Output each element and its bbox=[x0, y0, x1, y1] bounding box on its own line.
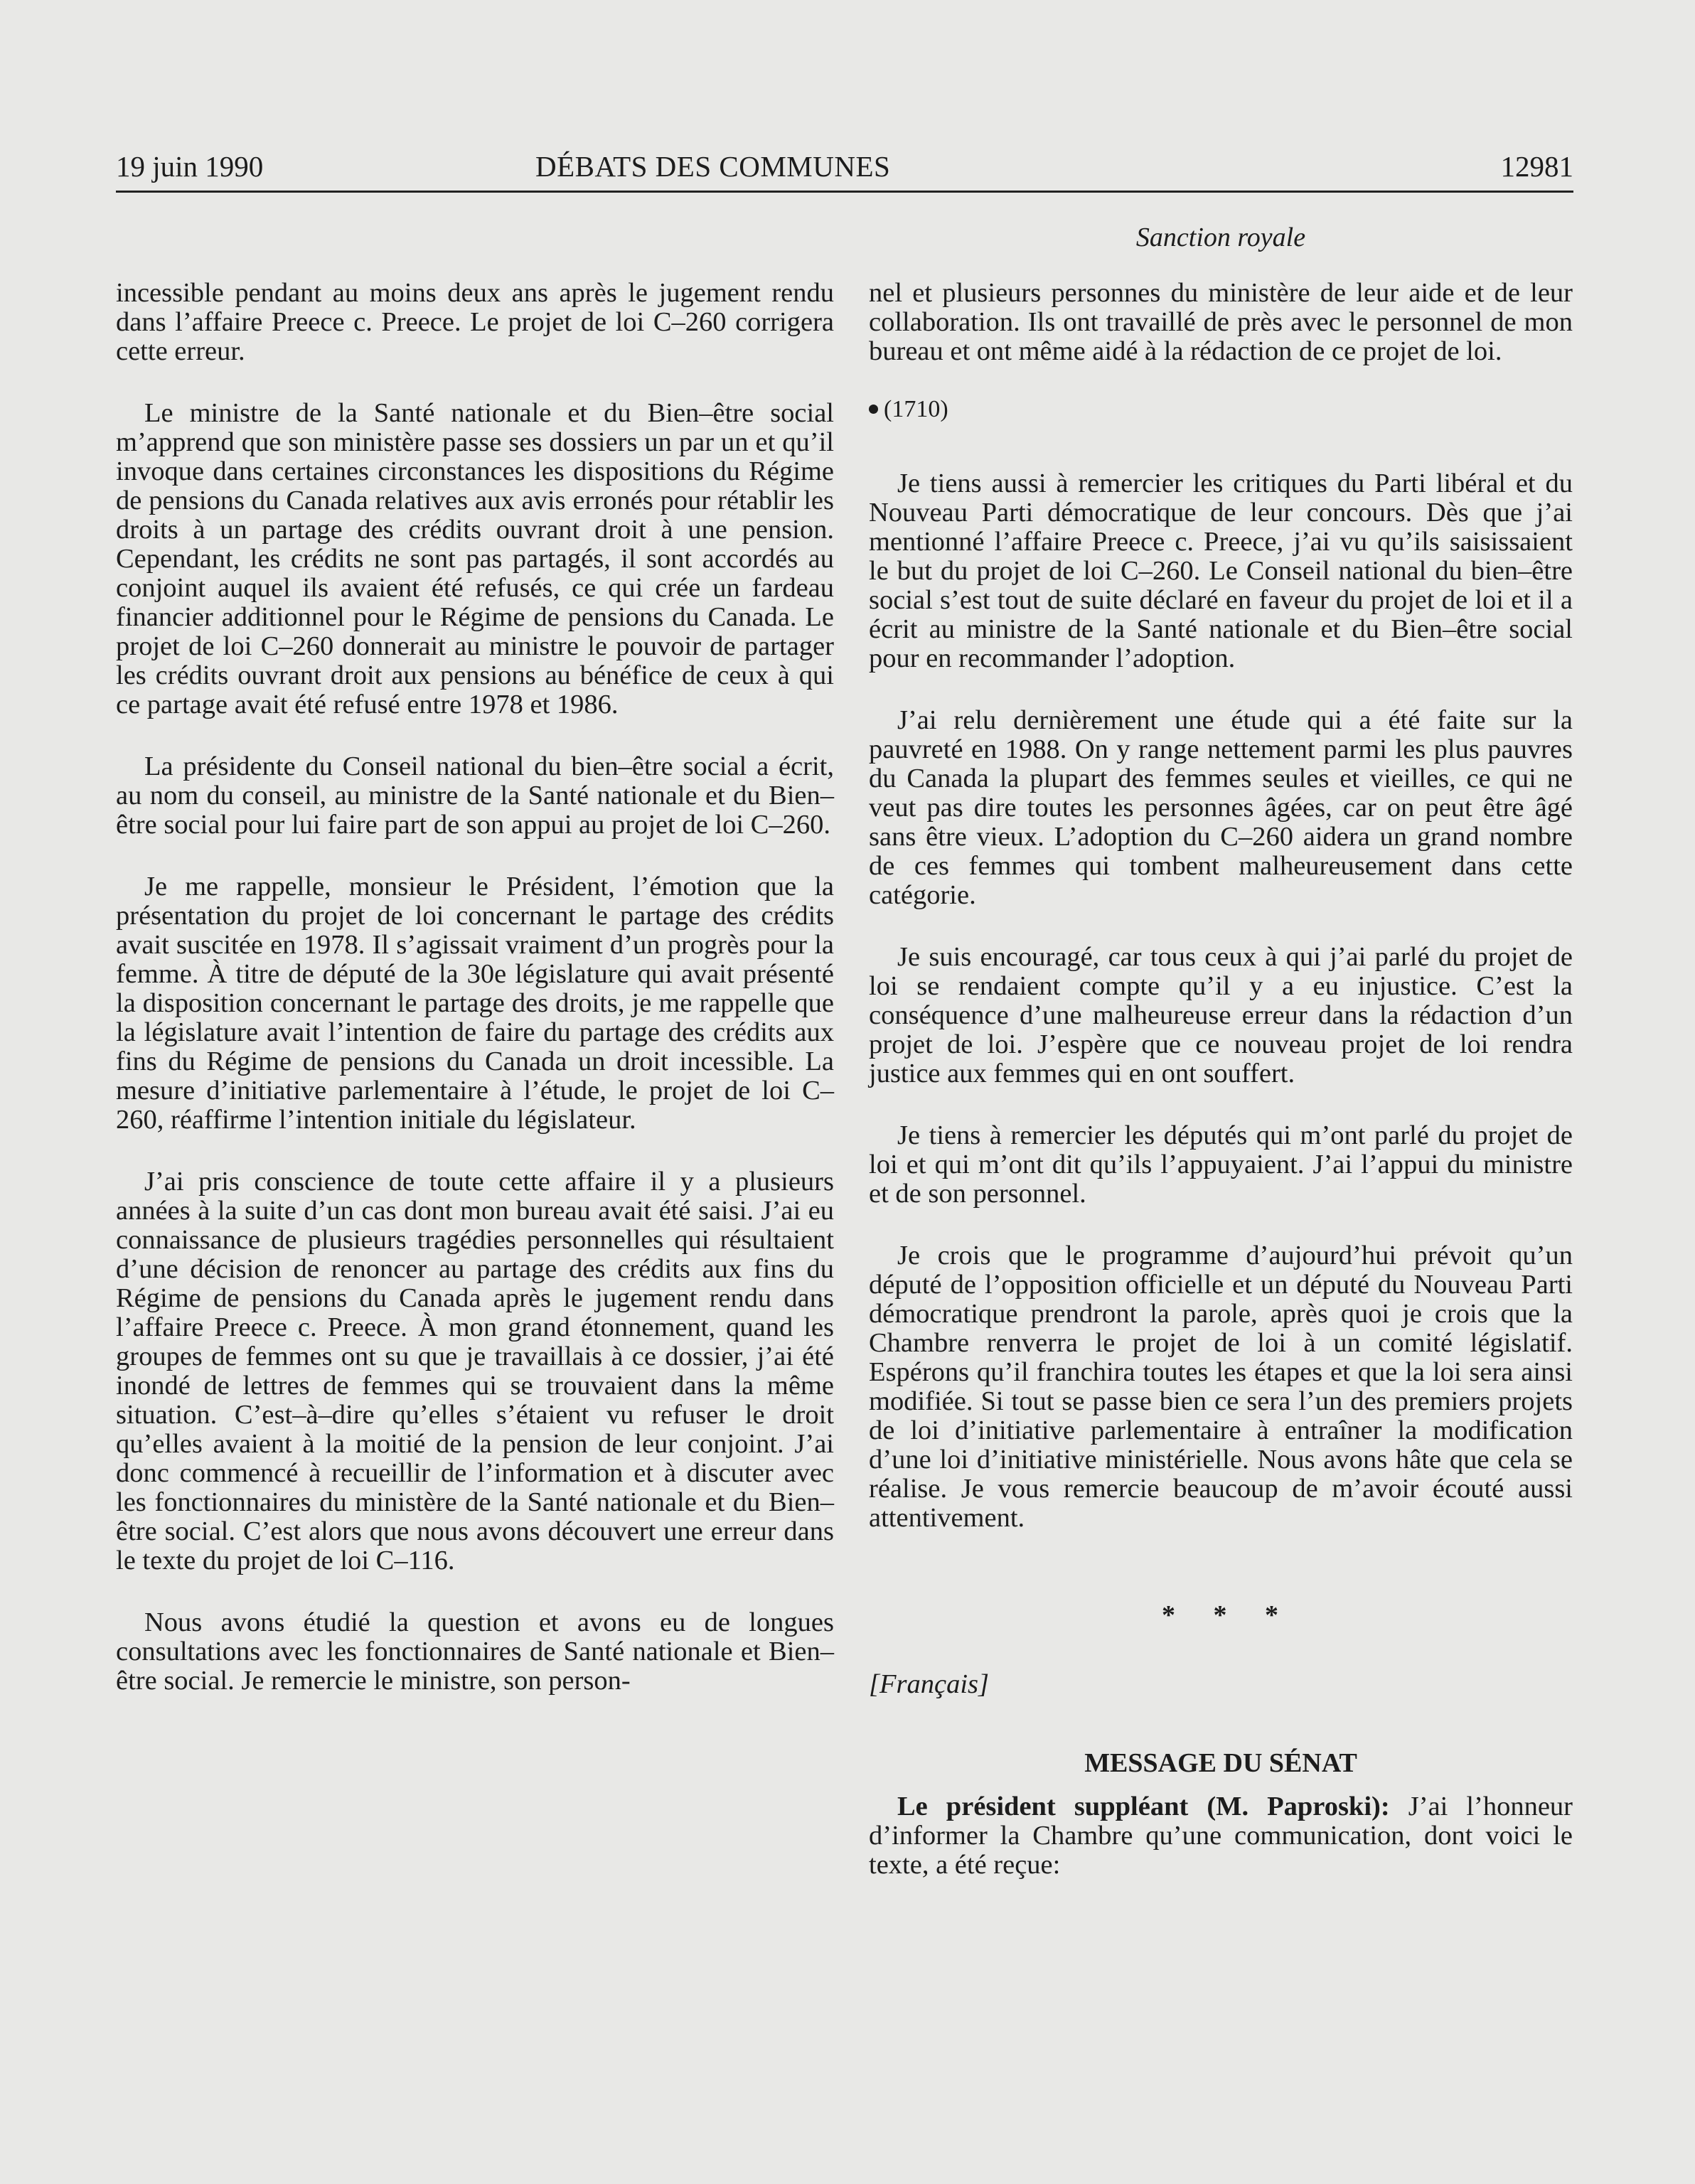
paragraph: Je tiens à remercier les députés qui m’ont parlé du projet de loi et qui m’ont dit qu’ils l’appuyaient. J’ai l’appui du ministre et de son personnel. bbox=[869, 1120, 1573, 1209]
subheading: MESSAGE DU SÉNAT bbox=[1084, 1748, 1357, 1778]
section-separator: * * * bbox=[1162, 1600, 1294, 1630]
header-rule bbox=[116, 191, 1573, 193]
page-header bbox=[116, 145, 1573, 188]
paragraph: incessible pendant au moins deux ans après le jugement rendu dans l’affaire Preece c. Preece. Le projet de loi C–260 corrigera cette erreur. bbox=[116, 278, 834, 366]
time-marker bbox=[869, 395, 1573, 424]
header-title: DÉBATS DES COMMUNES bbox=[535, 150, 891, 183]
paragraph: Je me rappelle, monsieur le Président, l’émotion que la présentation du projet de loi concernant le partage des crédits avait suscitée en 1978. Il s’agissait vraiment d’un progrès pour la femme. À titre de député de la 30e législature qui avait présenté la disposition concernant le partage des droits, je me rappelle que la législature avait l’intention de faire du partage des crédits aux fins du Régime de pensions du Canada un droit incessible. La mesure d’initiative parlementaire à l’étude, le projet de loi C–260, réaffirme l’intention initiale du législateur. bbox=[116, 872, 834, 1135]
paragraph: J’ai relu dernièrement une étude qui a été faite sur la pauvreté en 1988. On y range nettement parmi les plus pauvres du Canada la plupart des femmes seules et vieilles, ce qui ne veut pas dire toutes les personnes âgées, car on peut être âgé sans être vieux. L’adoption du C–260 aidera un grand nombre de ces femmes qui tombent malheureusement dans cette catégorie. bbox=[869, 705, 1573, 910]
header-date: 19 juin 1990 bbox=[116, 150, 264, 183]
time-marker-label: (1710) bbox=[884, 396, 948, 422]
bullet-icon bbox=[869, 405, 878, 414]
paragraph: Je tiens aussi à remercier les critiques du Parti libéral et du Nouveau Parti démocratique de leur concours. Dès que j’ai mentionné l’affaire Preece c. Preece, j’ai vu qu’ils saisissaient le but du projet de loi C–260. Le Conseil national du bien–être social s’est tout de suite déclaré en faveur du projet de loi et il a écrit au ministre de la Santé nationale et du Bien–être social pour en recommander l’adoption. bbox=[869, 469, 1573, 673]
left-column bbox=[116, 279, 834, 1728]
speaker-text: J’ai l’honneur d’informer la Chambre qu’une communication, dont voici le texte, a été reçue: bbox=[869, 1792, 1573, 1880]
paragraph: Je suis encouragé, car tous ceux à qui j’ai parlé du projet de loi se rendaient compte qu’il y a eu injustice. C’est la conséquence d’une malheureuse erreur dans la rédaction d’un projet de loi. J’espère que ce nouveau projet de loi rendra justice aux femmes qui en ont souffert. bbox=[869, 942, 1573, 1088]
paragraph: J’ai pris conscience de toute cette affaire il y a plusieurs années à la suite d’un cas dont mon bureau avait été saisi. J’ai eu connaissance de plusieurs tragédies personnelles qui résultaient d’une décision de renoncer au partage des crédits aux fins du Régime de pensions du Canada après le jugement rendu dans l’affaire Preece c. Preece. À mon grand étonnement, quand les groupes de femmes ont su que je travaillais à ce dossier, j’ai été inondé de lettres de femmes qui se trouvaient dans la même situation. C’est–à–dire qu’elles s’étaient vu refuser le droit qu’elles avaient à la moitié de la pension de leur conjoint. J’ai donc commencé à recueillir de l’information et à discuter avec les fonctionnaires du ministère de la Santé nationale et du Bien–être social. C’est alors que nous avons découvert une erreur dans le texte du projet de loi C–116. bbox=[116, 1167, 834, 1575]
speaker-name: Le président suppléant (M. Paproski): bbox=[897, 1792, 1390, 1821]
paragraph: nel et plusieurs personnes du ministère de leur aide et de leur collaboration. Ils ont travaillé de près avec le personnel de mon bureau et ont même aidé à la rédaction de ce projet de loi. bbox=[869, 278, 1573, 366]
paragraph: Nous avons étudié la question et avons eu de longues consultations avec les fonctionnaires de Santé nationale et Bien–être social. Je remercie le ministre, son person- bbox=[116, 1607, 834, 1696]
paragraph: Le ministre de la Santé nationale et du Bien–être social m’apprend que son ministère passe ses dossiers un par un et qu’il invoque dans certaines circonstances les dispositions du Régime de pensions du Canada relatives aux avis erronés pour rétablir les droits à un partage des crédits ouvrant droit à une pension. Cependant, les crédits ne sont pas partagés, il sont accordés au conjoint auquel ils avaient été refusés, ce qui crée un fardeau financier additionnel pour le Régime de pensions du Canada. Le projet de loi C–260 donnerait au ministre le pouvoir de partager les crédits ouvrant droit aux pensions au bénéfice de ceux à qui ce partage avait été refusé entre 1978 et 1986. bbox=[116, 398, 834, 719]
header-page-number: 12981 bbox=[1500, 150, 1573, 183]
paragraph: La présidente du Conseil national du bien–être social a écrit, au nom du conseil, au ministre de la Santé nationale et du Bien–être social pour lui faire part de son appui au projet de loi C–260. bbox=[116, 751, 834, 840]
speaker-paragraph bbox=[869, 1792, 1573, 1880]
language-tag: [Français] bbox=[869, 1669, 989, 1699]
section-label: Sanction royale bbox=[1135, 223, 1306, 252]
paragraph: Je crois que le programme d’aujourd’hui prévoit qu’un député de l’opposition officielle et un député du Nouveau Parti démocratique prendront la parole, après quoi je crois que la Chambre renverra le projet de loi à un comité législatif. Espérons qu’il franchira toutes les étapes et que la loi sera ainsi modifiée. Si tout se passe bien ce sera l’un des premiers projets de loi d’initiative parlementaire à entraîner la modification d’une loi d’initiative ministérielle. Nous avons hâte que cela se réalise. Je vous remercie beaucoup de m’avoir écouté aussi attentivement. bbox=[869, 1241, 1573, 1533]
right-column bbox=[869, 279, 1573, 1880]
